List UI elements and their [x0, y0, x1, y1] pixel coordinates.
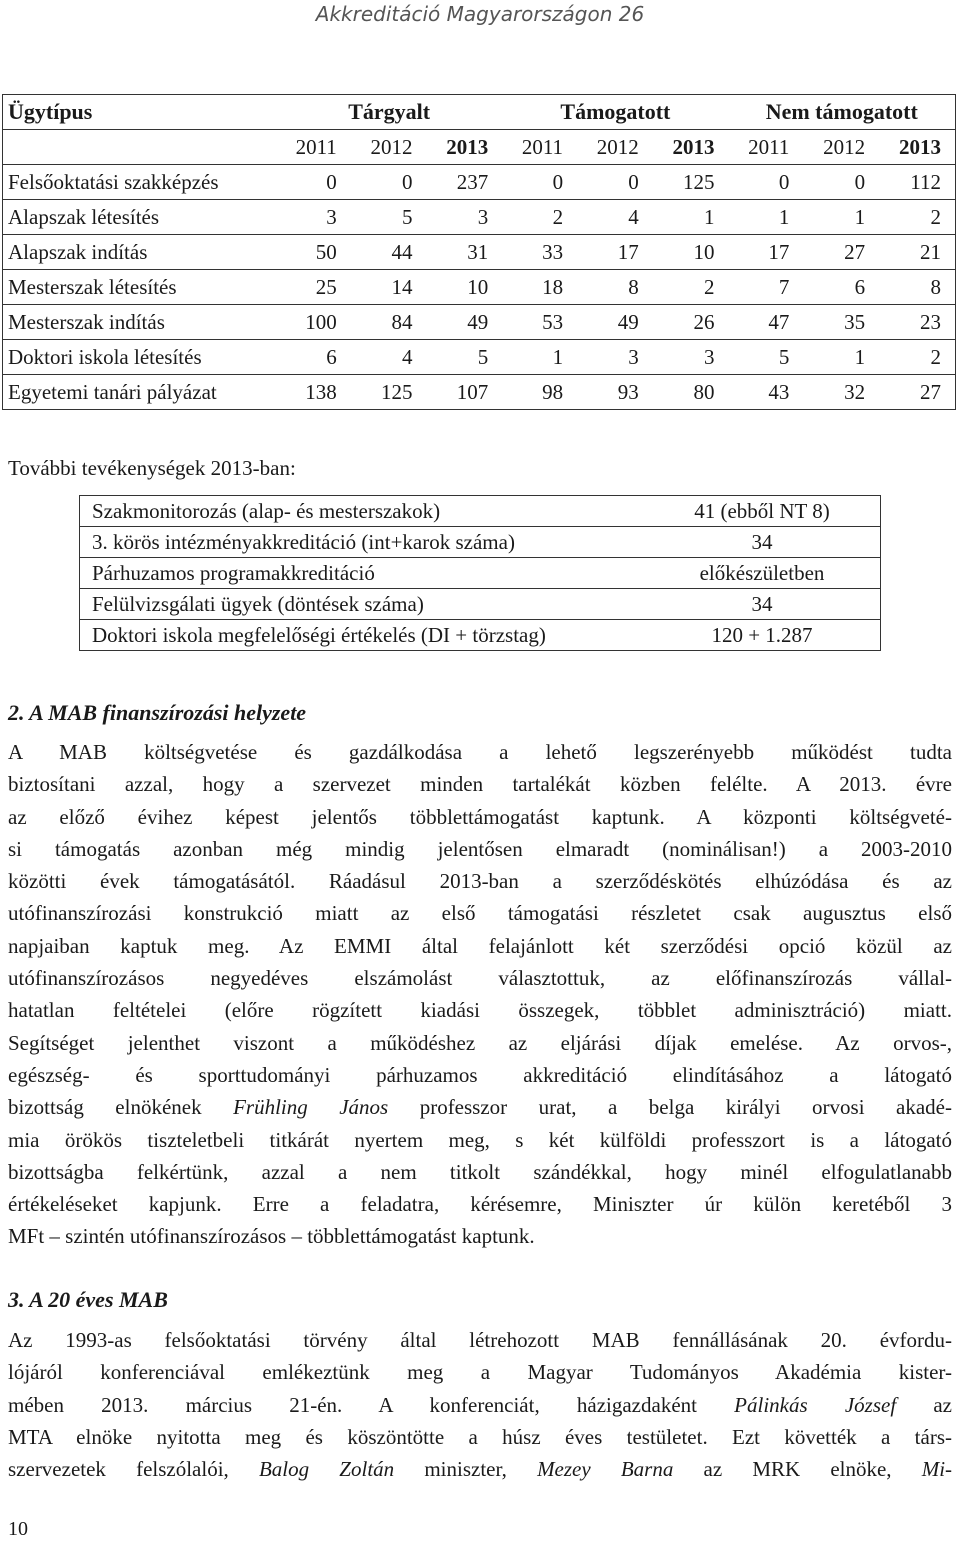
table-row — [3, 305, 956, 340]
table-cell: 125 — [683, 169, 715, 194]
table-row — [80, 496, 881, 527]
table-cell: 23 — [920, 309, 941, 334]
person-name: Pálinkás József — [734, 1392, 897, 1417]
table-row — [3, 270, 956, 305]
table-cell: 4 — [628, 204, 639, 229]
row-label: Mesterszak indítás — [8, 309, 165, 334]
table-cell: 7 — [778, 274, 790, 299]
table-cell: 43 — [768, 379, 790, 404]
table-cell: 1 — [854, 204, 866, 229]
section-2-paragraph — [8, 736, 952, 1253]
table-cell: 80 — [693, 379, 715, 404]
running-header: Akkreditáció Magyarországon 26 — [315, 2, 645, 26]
table-cell: 0 — [552, 169, 564, 194]
further-activities-heading: További tevékenységek 2013-ban: — [8, 456, 296, 480]
table-cell: 27 — [844, 239, 866, 264]
activity-label: Szakmonitorozás (alap- és mesterszakok) — [92, 498, 441, 523]
page-number: 10 — [8, 1518, 28, 1540]
paragraph-line: utófinanszírozásos negyedéves elszámolást választottuk, az előfinanszírozás vállal- — [8, 966, 952, 991]
activity-value: 34 — [751, 529, 773, 554]
table-cell: 31 — [467, 239, 489, 264]
paragraph-line: egészség- és sporttudományi párhuzamos akkreditáció elindításához a látogató — [8, 1062, 952, 1087]
table-cell: 47 — [768, 309, 790, 334]
paragraph-line: lójáról konferenciával emlékeztünk meg a Magyar Tudományos Akadémia kister- — [8, 1360, 952, 1385]
table-cell: 17 — [617, 239, 639, 264]
table-cell: 1 — [854, 344, 866, 369]
table-cell: 1 — [552, 344, 564, 369]
table-cell: 0 — [628, 169, 639, 194]
table-cell: 2 — [704, 274, 715, 299]
text-span: mében 2013. március 21-én. A konferenciát, házigazdaként — [8, 1392, 697, 1417]
table-row — [3, 235, 956, 270]
table-cell: 0 — [326, 169, 337, 194]
paragraph-line: biztosítani azzal, hogy a szervezet minden tartalékát közben felélte. A 2013. évre — [8, 772, 952, 797]
case-type-header: Ügytípus — [8, 99, 93, 124]
section-2-title: 2. A MAB finanszírozási helyzete — [8, 700, 307, 725]
table-row — [80, 527, 881, 558]
year-cell: 2012 — [823, 134, 866, 159]
table-row — [3, 200, 956, 235]
person-name: Mezey Barna — [537, 1457, 674, 1482]
table-cell: 14 — [391, 274, 413, 299]
table-cell: 17 — [768, 239, 790, 264]
activity-label: Felülvizsgálati ügyek (döntések száma) — [92, 591, 424, 616]
table-cell: 49 — [617, 309, 639, 334]
table-row — [3, 340, 956, 375]
table-cell: 3 — [326, 204, 337, 229]
paragraph-line: MFt – szintén utófinanszírozásos – többlettámogatást kaptunk. — [8, 1224, 535, 1249]
table-cell: 3 — [628, 344, 639, 369]
table-cell: 32 — [844, 379, 866, 404]
paragraph-line — [8, 1389, 952, 1421]
year-cell: 2013 — [672, 134, 715, 159]
row-label: Felsőoktatási szakképzés — [8, 169, 219, 194]
activity-value: 34 — [751, 591, 773, 616]
table-cell: 5 — [402, 204, 413, 229]
table-cell: 8 — [930, 274, 941, 299]
row-label: Egyetemi tanári pályázat — [8, 379, 217, 404]
table-cell: 33 — [542, 239, 564, 264]
table-cell: 8 — [628, 274, 639, 299]
paragraph-line: si támogatás azonban még mindig jelentősen elmaradt (nominálisan!) a 2003-2010 — [8, 836, 952, 861]
table-cell: 2 — [930, 344, 941, 369]
text-span: az — [933, 1392, 952, 1417]
table-cell: 25 — [315, 274, 337, 299]
table-row — [3, 165, 956, 200]
paragraph-line: A MAB költségvetése és gazdálkodása a lehető legszerényebb működést tudta — [8, 740, 952, 764]
table-cell: 10 — [467, 274, 489, 299]
person-name: Balog Zoltán — [258, 1457, 395, 1482]
table-cell: 107 — [456, 379, 489, 404]
table-cell: 0 — [402, 169, 413, 194]
paragraph-line: utófinanszírozási konstrukció miatt az első támogatási részletet csak augusztus első — [8, 901, 952, 926]
year-cell: 2012 — [596, 134, 639, 159]
table-row — [80, 620, 881, 651]
table-cell: 0 — [778, 169, 790, 194]
table-cell: 0 — [854, 169, 866, 194]
table-cell: 1 — [704, 204, 715, 229]
row-label: Alapszak indítás — [8, 239, 148, 264]
paragraph-line: az előző évihez képest jelentős többlettámogatást kaptunk. A központi költségveté- — [8, 804, 952, 829]
table-row — [80, 589, 881, 620]
text-span: szervezetek felszólalói, — [8, 1457, 229, 1482]
activity-label: 3. körös intézményakkreditáció (int+karok száma) — [92, 529, 515, 554]
activities-table — [79, 495, 881, 651]
year-cell: 2011 — [748, 134, 790, 159]
text-span: az MRK elnöke, — [703, 1457, 892, 1482]
table-cell: 93 — [617, 379, 639, 404]
table-cell: 44 — [391, 239, 413, 264]
section-3-paragraph — [8, 1324, 952, 1485]
person-name: Frühling János — [233, 1095, 389, 1120]
paragraph-line: bizottságba felkértünk, azzal a nem titkolt szándékkal, hogy minél elfogulatlanabb — [8, 1159, 952, 1184]
table-cell: 27 — [920, 379, 941, 404]
group-header-not-supported: Nem támogatott — [765, 99, 918, 124]
activity-value: 41 (ebből NT 8) — [694, 498, 830, 523]
year-cell: 2012 — [370, 134, 413, 159]
activity-label: Doktori iskola megfelelőségi értékelés (DI + törzstag) — [92, 622, 546, 647]
table-cell: 49 — [467, 309, 489, 334]
table-cell: 53 — [542, 309, 564, 334]
table-cell: 98 — [542, 379, 564, 404]
table-row — [3, 375, 956, 410]
row-label: Alapszak létesítés — [8, 204, 160, 229]
table-cell: 3 — [477, 204, 489, 229]
table-cell: 10 — [693, 239, 715, 264]
table-cell: 138 — [305, 379, 337, 404]
table-cell: 2 — [552, 204, 564, 229]
table-cell: 84 — [391, 309, 413, 334]
activity-value: előkészületben — [699, 560, 825, 585]
table-cell: 4 — [402, 344, 413, 369]
table-cell: 3 — [704, 344, 715, 369]
paragraph-line: Segítséget jelenthet viszont a működéshez az eljárási díjak emelése. Az orvos-, — [8, 1030, 952, 1055]
table-cell: 6 — [326, 344, 337, 369]
paragraph-line: MTA elnöke nyitotta meg és köszöntötte a húsz éves testületet. Ezt követték a társ- — [8, 1424, 952, 1449]
table-row — [80, 558, 881, 589]
row-label: Mesterszak létesítés — [8, 274, 177, 299]
table-cell: 1 — [778, 204, 790, 229]
person-name: Mi- — [921, 1457, 952, 1482]
table-header-row — [3, 95, 956, 130]
row-label: Doktori iskola létesítés — [8, 344, 202, 369]
table-cell: 237 — [456, 169, 489, 194]
table-cell: 2 — [930, 204, 941, 229]
section-3-title: 3. A 20 éves MAB — [8, 1287, 168, 1312]
table-cell: 112 — [910, 169, 941, 194]
paragraph-line: értékeléseket kapjunk. Erre a feladatra, kérésemre, Miniszter úr külön keretéből 3 — [8, 1192, 952, 1217]
table-cell: 6 — [854, 274, 866, 299]
paragraph-line: közötti évek támogatásától. Ráadásul 2013-ban a szerződéskötés elhúzódása és az — [8, 869, 952, 894]
table-cell: 35 — [844, 309, 866, 334]
activity-value: 120 + 1.287 — [711, 622, 813, 647]
year-cell: 2013 — [446, 134, 489, 159]
case-statistics-table — [2, 94, 956, 410]
year-cell: 2013 — [899, 134, 941, 159]
table-cell: 5 — [778, 344, 790, 369]
table-cell: 26 — [693, 309, 715, 334]
year-header-row — [3, 130, 956, 165]
paragraph-line: Az 1993-as felsőoktatási törvény által létrehozott MAB fennállásának 20. évfordu- — [8, 1328, 952, 1352]
year-cell: 2011 — [521, 134, 564, 159]
table-cell: 21 — [920, 239, 941, 264]
group-header-supported: Támogatott — [560, 99, 671, 124]
paragraph-line — [8, 1453, 952, 1485]
text-span: miniszter, — [424, 1457, 507, 1482]
paragraph-line: bizottság elnökének Frühling János professzor urat, a belga királyi orvosi akadé- — [8, 1095, 952, 1120]
table-cell: 100 — [305, 309, 337, 334]
table-cell: 5 — [477, 344, 489, 369]
paragraph-line: hatatlan feltételei (előre rögzített kiadási összegek, többlet adminisztráció) miatt. — [8, 998, 952, 1023]
group-header-discussed: Tárgyalt — [348, 99, 431, 124]
table-cell: 125 — [381, 379, 413, 404]
table-cell: 50 — [315, 239, 337, 264]
year-cell: 2011 — [295, 134, 337, 159]
paragraph-line: napjaiban kaptuk meg. Az EMMI által felajánlott két szerződési opció közül az — [8, 933, 952, 958]
table-cell: 18 — [542, 274, 564, 299]
paragraph-line: mia örökös tiszteletbeli titkárát nyertem meg, s két külföldi professzort is a látogató — [8, 1127, 952, 1152]
activity-label: Párhuzamos programakkreditáció — [92, 560, 375, 585]
